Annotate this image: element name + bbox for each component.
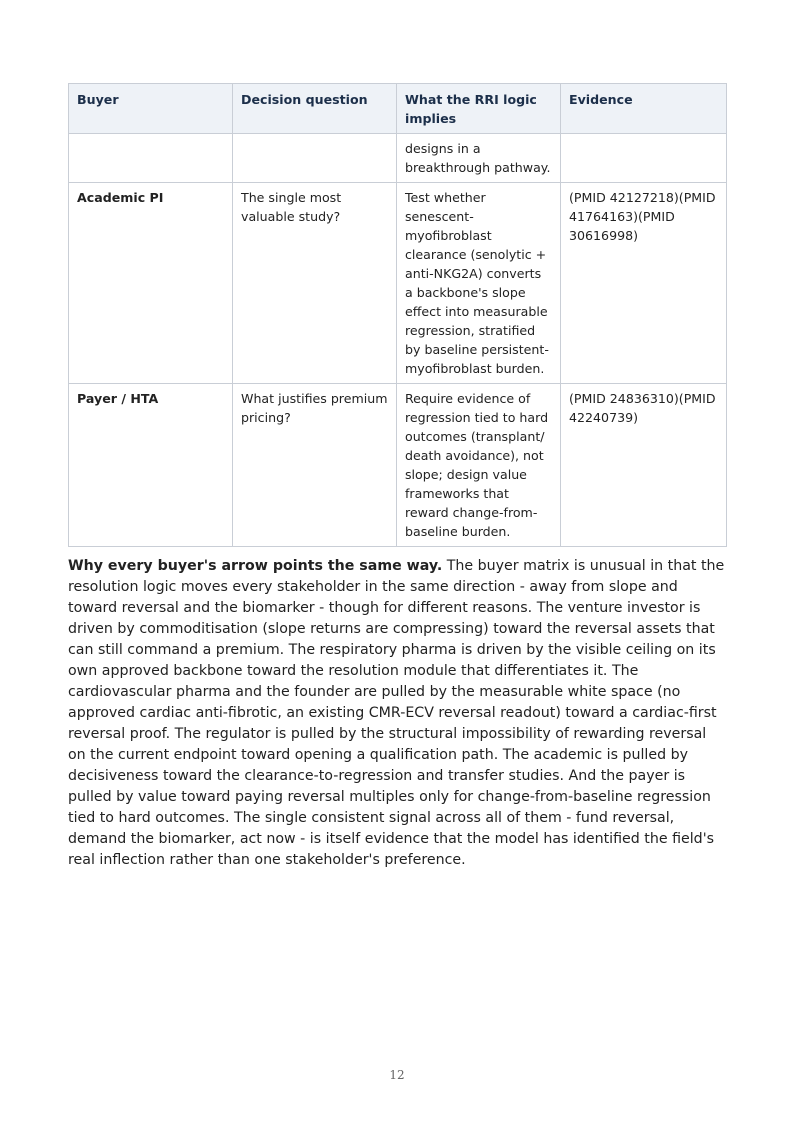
- table-row: [69, 134, 727, 183]
- page-number: 12: [389, 1068, 405, 1082]
- buyer-matrix-table: [68, 83, 727, 547]
- cell-question: What justifies premium pricing?: [233, 384, 397, 547]
- table-header-row: [69, 84, 727, 134]
- header-buyer: Buyer: [69, 84, 233, 134]
- cell-implies: Test whether senescent-myofibroblast clearance (senolytic + anti-NKG2A) converts a backbone's slope effect into measurable regression, stratified by baseline persistent-myofibroblast burden.: [397, 183, 561, 384]
- cell-implies: Require evidence of regression tied to hard outcomes (transplant/ death avoidance), not slope; design value frameworks that reward change-from-baseline burden.: [397, 384, 561, 547]
- cell-buyer: Payer / HTA: [69, 384, 233, 547]
- cell-evidence: [561, 134, 727, 183]
- header-evidence: Evidence: [561, 84, 727, 134]
- header-decision-question: Decision question: [233, 84, 397, 134]
- cell-buyer: Academic PI: [69, 183, 233, 384]
- cell-implies: designs in a breakthrough pathway.: [397, 134, 561, 183]
- cell-buyer: [69, 134, 233, 183]
- paragraph-body: The buyer matrix is unusual in that the resolution logic moves every stakeholder in the same direction - away from slope and toward reversal and the biomarker - though for different reasons. The venture investor is driven by commoditisation (slope returns are compressing) toward the reversal assets that can still command a premium. The respiratory pharma is driven by the visible ceiling on its own approved backbone toward the resolution module that differentiates it. The cardiovascular pharma and the founder are pulled by the measurable white space (no approved cardiac anti-fibrotic, an existing CMR-ECV reversal readout) toward a cardiac-first reversal proof. The regulator is pulled by the structural impossibility of rewarding reversal on the current endpoint toward opening a qualification path. The academic is pulled by decisiveness toward the clearance-to-regression and transfer studies. And the payer is pulled by value toward paying reversal multiples only for change-from-baseline regression tied to hard outcomes. The single consistent signal across all of them - fund reversal, demand the biomarker, act now - is itself evidence that the model has identified the field's real inflection rather than one stakeholder's preference.: [68, 558, 725, 868]
- page-content: [68, 83, 726, 885]
- paragraph-lead: Why every buyer's arrow points the same way.: [68, 558, 443, 574]
- cell-question: The single most valuable study?: [233, 183, 397, 384]
- table-row: [69, 183, 727, 384]
- header-rri-logic: What the RRI logic implies: [397, 84, 561, 134]
- table-row: [69, 384, 727, 547]
- cell-evidence: (PMID 42127218)(PMID 41764163)(PMID 30616998): [561, 183, 727, 384]
- cell-evidence: (PMID 24836310)(PMID 42240739): [561, 384, 727, 547]
- cell-question: [233, 134, 397, 183]
- summary-paragraph: [68, 556, 728, 871]
